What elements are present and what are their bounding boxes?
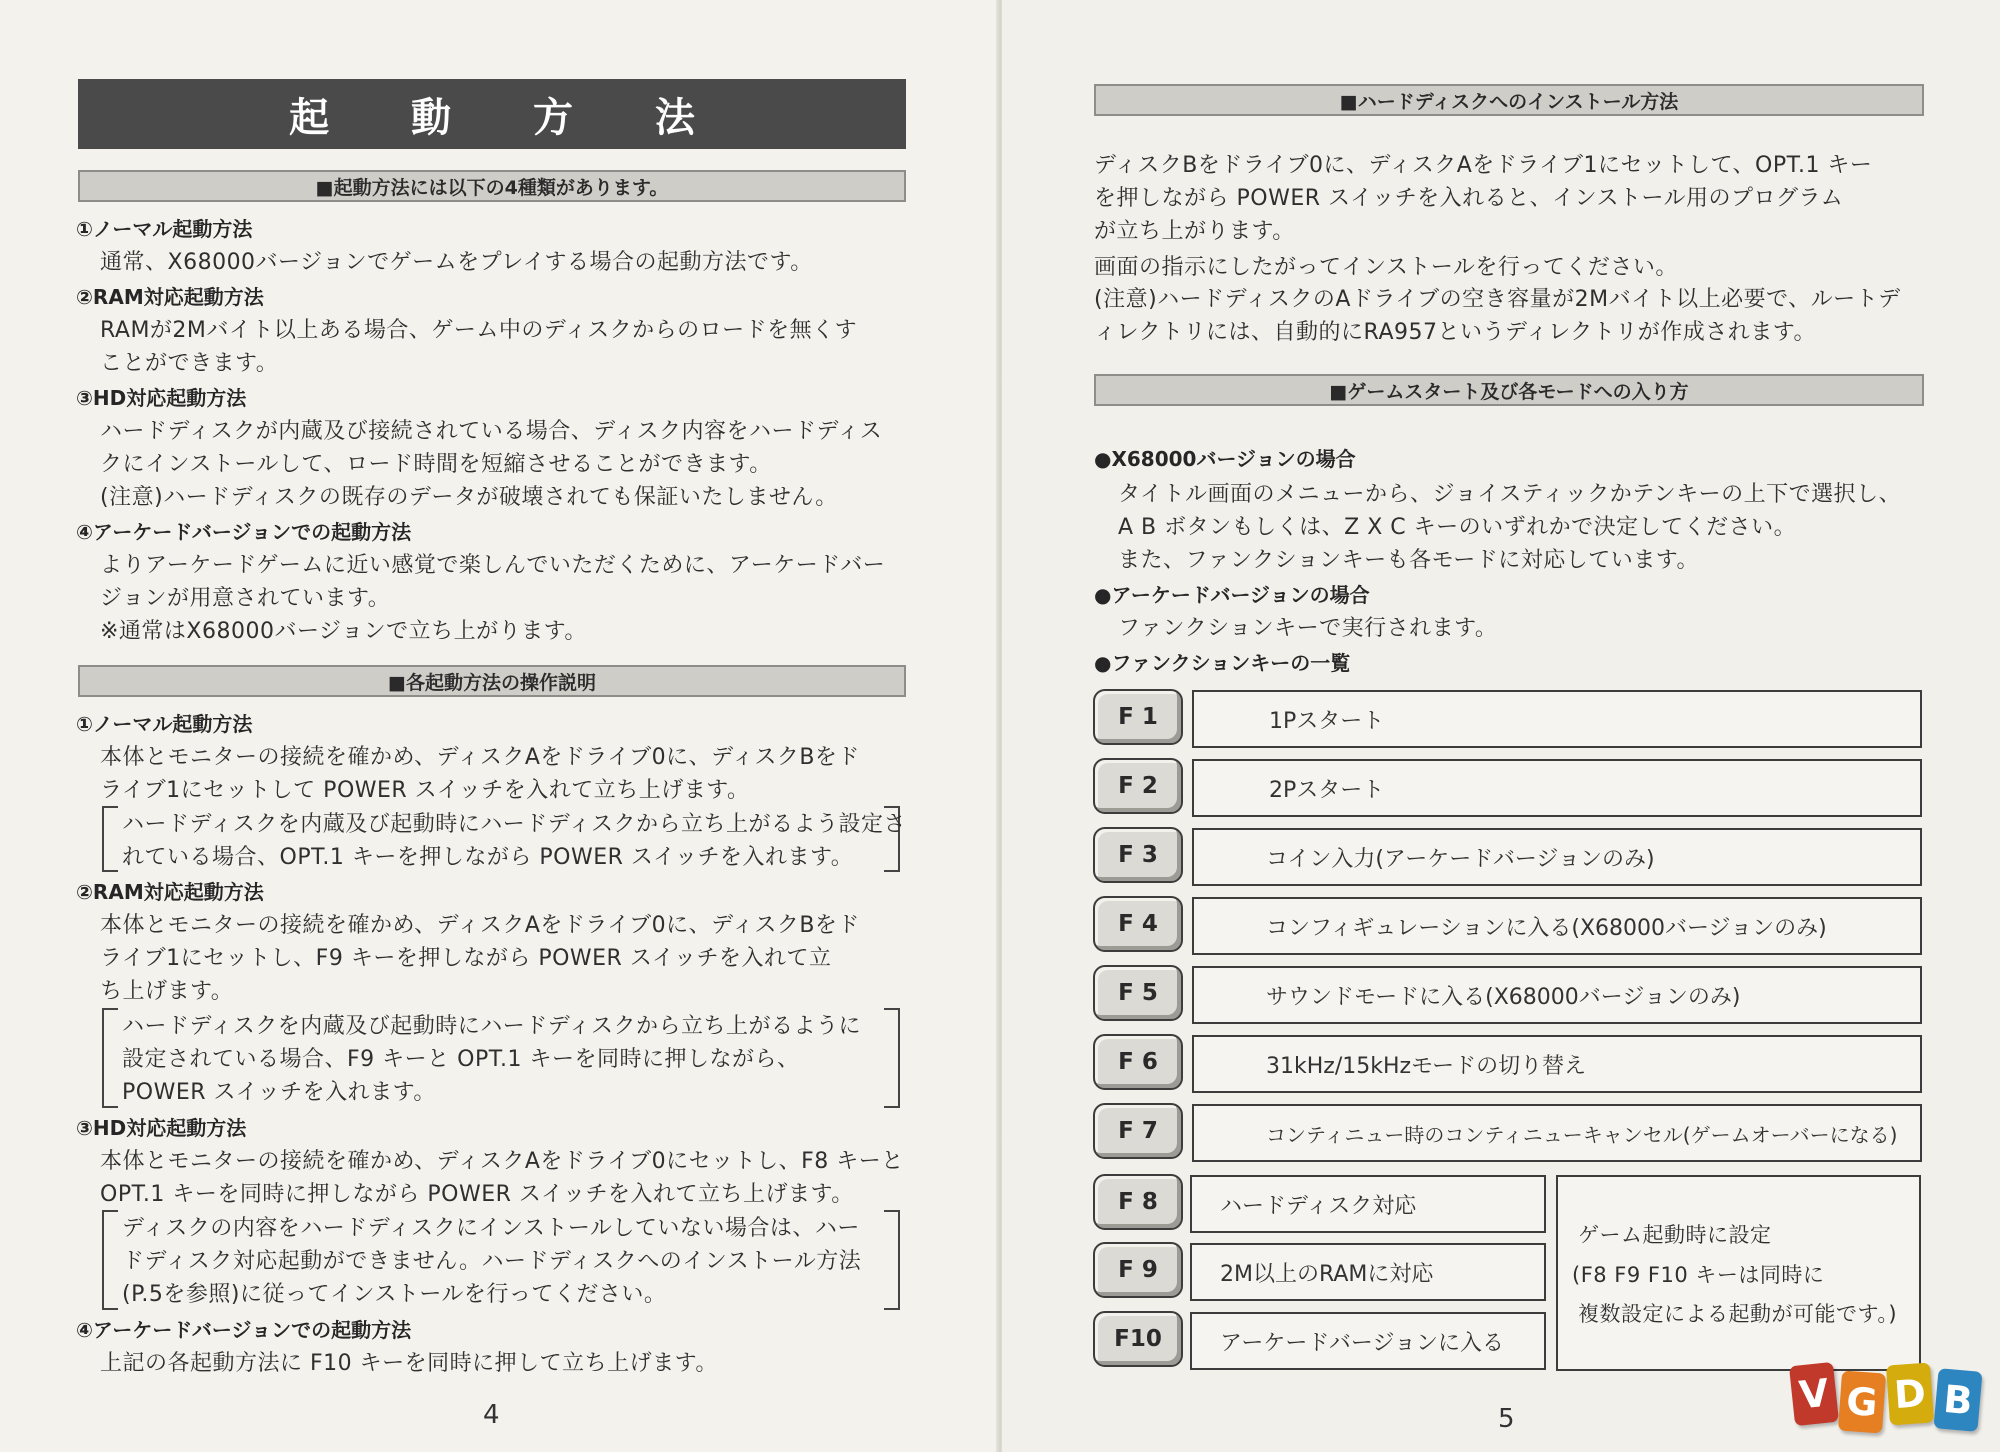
fkey-desc-f9: 2M以上のRAMに対応	[1190, 1243, 1546, 1301]
heading-normal-boot: ①ノーマル起動方法	[76, 217, 253, 241]
text-op-normal-1: 本体とモニターの接続を確かめ、ディスクAをドライブ0に、ディスクBをド	[100, 745, 860, 770]
fkey-desc-f3: コイン入力(アーケードバージョンのみ)	[1192, 828, 1922, 886]
fkey-f1: F 1	[1093, 689, 1183, 745]
text-op-ram-3: ち上げます。	[100, 979, 234, 1004]
section-bar-types: ■起動方法には以下の4種類があります。	[78, 170, 906, 202]
fkey-f3: F 3	[1093, 827, 1183, 883]
text-install-note-1: (注意)ハードディスクのAドライブの空き容量が2Mバイト以上必要で、ルートデ	[1094, 287, 1901, 312]
text-normal-boot: 通常、X68000バージョンでゲームをプレイする場合の起動方法です。	[100, 250, 813, 275]
text-hd-boot-1: ハードディスクが内蔵及び接続されている場合、ディスク内容をハードディス	[100, 419, 883, 444]
text-ram-boot-1: RAMが2Mバイト以上ある場合、ゲーム中のディスクからのロードを無くす	[100, 318, 858, 343]
page-number: 5	[1498, 1404, 1515, 1434]
bracket-right	[884, 1210, 900, 1310]
fkey-f8: F 8	[1093, 1174, 1183, 1230]
watermark-letter-v: V	[1789, 1362, 1839, 1426]
heading-ram-boot: ②RAM対応起動方法	[76, 285, 264, 309]
bracket-right	[884, 1008, 900, 1108]
text-hd-boot-note: (注意)ハードディスクの既存のデータが破壊されても保証いたしません。	[100, 485, 838, 510]
text-install-note-2: ィレクトリには、自動的にRA957というディレクトリが作成されます。	[1094, 320, 1817, 345]
text-arcade-boot-1: よりアーケードゲームに近い感覚で楽しんでいただくために、アーケードバー	[100, 553, 886, 578]
text-install-4: 画面の指示にしたがってインストールを行ってください。	[1094, 255, 1678, 280]
text-op-hd-note-1: ディスクの内容をハードディスクにインストールしていない場合は、ハー	[122, 1216, 860, 1241]
text-install-2: を押しながら POWER スイッチを入れると、インストール用のプログラム	[1094, 186, 1844, 211]
watermark-letter-d: D	[1886, 1363, 1934, 1426]
fkey-f5: F 5	[1093, 965, 1183, 1021]
fkey-combo-note	[1556, 1175, 1921, 1371]
text-op-normal-2: ライブ1にセットして POWER スイッチを入れて立ち上げます。	[100, 778, 750, 803]
text-arcade-version: ファンクションキーで実行されます。	[1118, 616, 1498, 641]
text-op-hd-2: OPT.1 キーを同時に押しながら POWER スイッチを入れて立ち上げます。	[100, 1182, 854, 1207]
page-number: 4	[483, 1400, 500, 1430]
heading-x68000-version: ●X68000バージョンの場合	[1094, 447, 1356, 471]
text-op-ram-note-2: 設定されている場合、F9 キーと OPT.1 キーを同時に押しながら、	[122, 1047, 800, 1072]
note-line-3: 複数設定による起動が可能です。)	[1578, 1302, 1898, 1326]
text-op-ram-note-1: ハードディスクを内蔵及び起動時にハードディスクから立ち上がるように	[122, 1014, 861, 1039]
heading-op-ram: ②RAM対応起動方法	[76, 880, 264, 904]
text-op-arcade: 上記の各起動方法に F10 キーを同時に押して立ち上げます。	[100, 1351, 718, 1376]
bracket-left	[102, 1210, 118, 1310]
fkey-f6: F 6	[1093, 1034, 1183, 1090]
section-bar-game-start: ■ゲームスタート及び各モードへの入り方	[1094, 374, 1924, 406]
heading-function-keys: ●ファンクションキーの一覧	[1094, 651, 1351, 675]
text-x68000-1: タイトル画面のメニューから、ジョイスティックかテンキーの上下で選択し、	[1118, 482, 1902, 507]
heading-op-arcade: ④アーケードバージョンでの起動方法	[76, 1318, 412, 1342]
text-ram-boot-2: ことができます。	[100, 351, 279, 376]
text-op-ram-1: 本体とモニターの接続を確かめ、ディスクAをドライブ0に、ディスクBをド	[100, 913, 860, 938]
fkey-desc-f4: コンフィギュレーションに入る(X68000バージョンのみ)	[1192, 897, 1922, 955]
text-op-normal-note-2: れている場合、OPT.1 キーを押しながら POWER スイッチを入れます。	[122, 845, 854, 870]
fkey-desc-f8: ハードディスク対応	[1190, 1175, 1546, 1233]
heading-op-hd: ③HD対応起動方法	[76, 1116, 247, 1140]
text-arcade-boot-note: ※通常はX68000バージョンで立ち上がります。	[100, 619, 587, 644]
fkey-desc-f5: サウンドモードに入る(X68000バージョンのみ)	[1192, 966, 1922, 1024]
vgdb-watermark-logo	[1792, 1364, 1992, 1444]
fkey-desc-f1: 1Pスタート	[1192, 690, 1922, 748]
bracket-left	[102, 1008, 118, 1108]
text-x68000-2: A B ボタンもしくは、Z X C キーのいずれかで決定してください。	[1118, 515, 1797, 540]
fkey-desc-f2: 2Pスタート	[1192, 759, 1922, 817]
fkey-desc-f10: アーケードバージョンに入る	[1190, 1312, 1546, 1370]
note-line-1: ゲーム起動時に設定	[1578, 1223, 1772, 1247]
fkey-desc-f7: コンティニュー時のコンティニューキャンセル(ゲームオーバーになる)	[1192, 1104, 1922, 1162]
text-op-normal-note-1: ハードディスクを内蔵及び起動時にハードディスクから立ち上がるよう設定さ	[122, 812, 906, 837]
text-hd-boot-2: クにインストールして、ロード時間を短縮させることができます。	[100, 452, 772, 477]
text-op-ram-2: ライブ1にセットし、F9 キーを押しながら POWER スイッチを入れて立	[100, 946, 832, 971]
page-title: 起 動 方 法	[78, 79, 906, 149]
text-x68000-3: また、ファンクションキーも各モードに対応しています。	[1118, 548, 1700, 573]
text-op-ram-note-3: POWER スイッチを入れます。	[122, 1080, 436, 1105]
fkey-f4: F 4	[1093, 896, 1183, 952]
watermark-letter-b: B	[1933, 1368, 1982, 1432]
text-op-hd-note-2: ドディスク対応起動ができません。ハードディスクへのインストール方法	[122, 1249, 862, 1274]
text-install-1: ディスクBをドライブ0に、ディスクAをドライブ1にセットして、OPT.1 キー	[1094, 153, 1873, 178]
fkey-desc-f6: 31kHz/15kHzモードの切り替え	[1192, 1035, 1922, 1093]
note-line-2: (F8 F9 F10 キーは同時に	[1572, 1263, 1825, 1287]
section-bar-operations: ■各起動方法の操作説明	[78, 665, 906, 697]
heading-op-normal: ①ノーマル起動方法	[76, 712, 253, 736]
heading-arcade-version: ●アーケードバージョンの場合	[1094, 583, 1370, 607]
fkey-f9: F 9	[1093, 1242, 1183, 1298]
watermark-letter-g: G	[1838, 1371, 1886, 1434]
fkey-f10: F10	[1093, 1311, 1183, 1367]
left-page	[0, 0, 998, 1452]
heading-arcade-boot: ④アーケードバージョンでの起動方法	[76, 520, 412, 544]
fkey-f2: F 2	[1093, 758, 1183, 814]
section-bar-install: ■ハードディスクへのインストール方法	[1094, 84, 1924, 116]
heading-hd-boot: ③HD対応起動方法	[76, 386, 247, 410]
fkey-f7: F 7	[1093, 1103, 1183, 1159]
text-arcade-boot-2: ジョンが用意されています。	[100, 586, 391, 611]
text-op-hd-note-3: (P.5を参照)に従ってインストールを行ってください。	[122, 1282, 667, 1307]
text-install-3: が立ち上がります。	[1094, 219, 1295, 244]
text-op-hd-1: 本体とモニターの接続を確かめ、ディスクAをドライブ0にセットし、F8 キーと	[100, 1149, 904, 1174]
bracket-left	[102, 806, 118, 872]
